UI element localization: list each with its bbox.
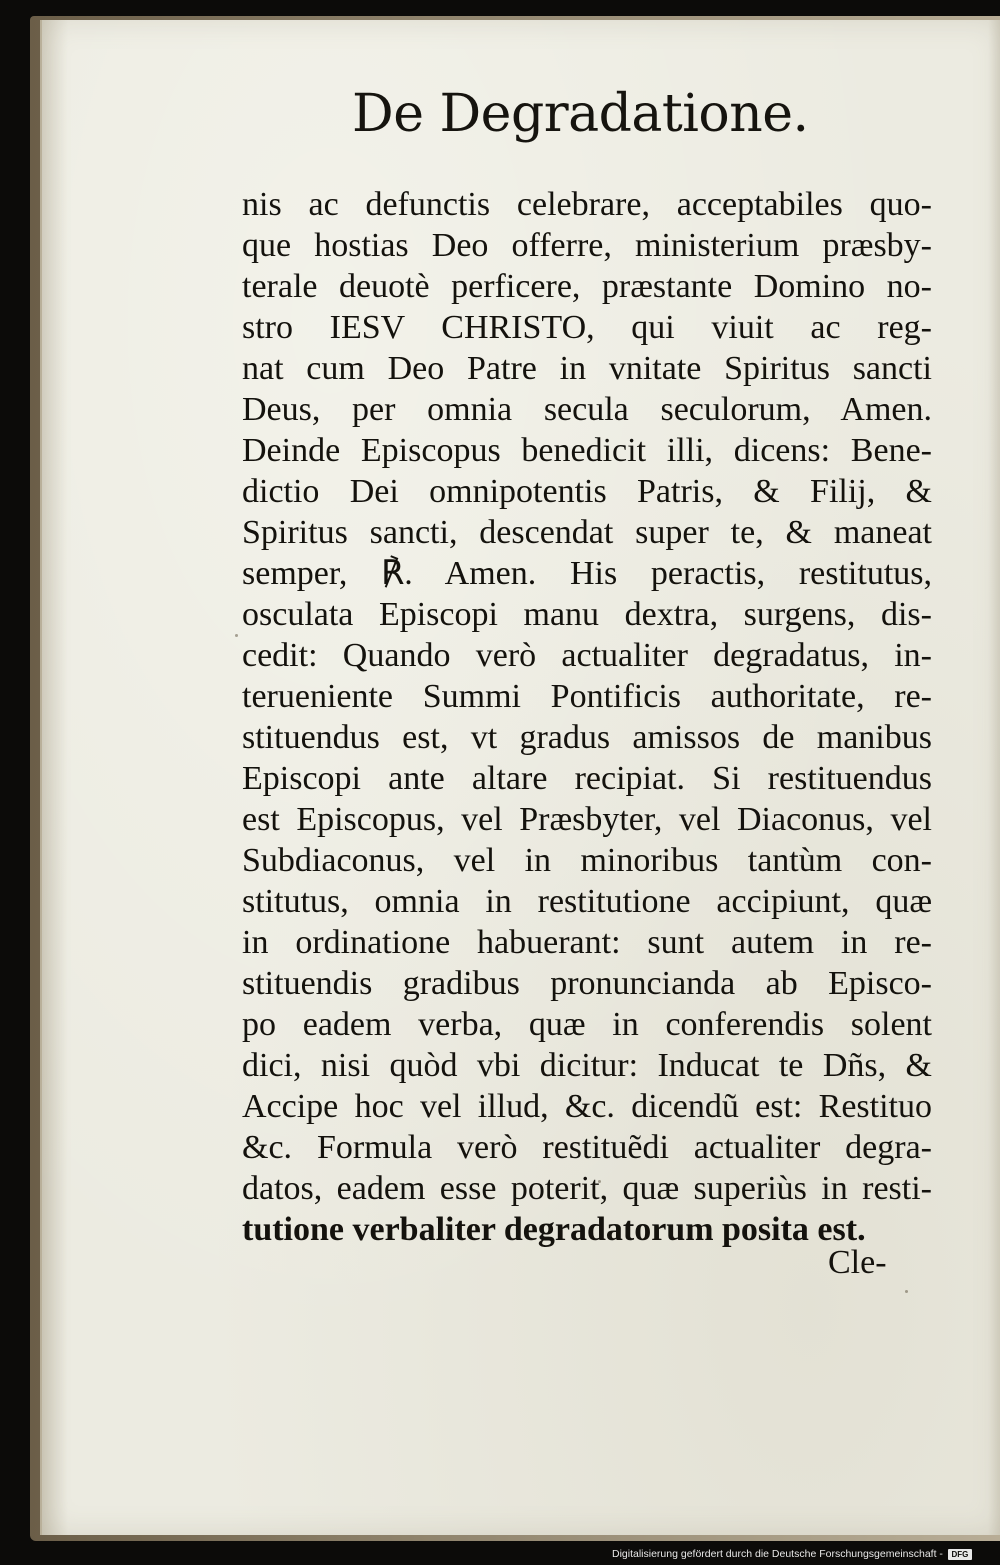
text-line: dictio Dei omnipotentis Patris, & Filij, &	[242, 473, 932, 510]
text-line: stituendis gradibus pronuncianda ab Episco-	[242, 965, 932, 1002]
text-line: Deinde Episcopus benedicit illi, dicens: Bene-	[242, 432, 932, 469]
text-line: Subdiaconus, vel in minoribus tantùm con-	[242, 842, 932, 879]
text-line: datos, eadem esse poterit, quæ superiùs in resti-	[242, 1170, 932, 1207]
text-line: dici, nisi quòd vbi dicitur: Inducat te Dñs, &	[242, 1047, 932, 1084]
text-line: stituendus est, vt gradus amissos de manibus	[242, 719, 932, 756]
paper-speck	[905, 1290, 908, 1293]
digitization-credit	[612, 1545, 972, 1563]
text-line: stro IESV CHRISTO, qui viuit ac reg-	[242, 309, 932, 346]
text-line: tutione verbaliter degradatorum posita est.	[242, 1211, 866, 1248]
text-line: terueniente Summi Pontificis authoritate, re-	[242, 678, 932, 715]
text-line: est Episcopus, vel Præsbyter, vel Diaconus, vel	[242, 801, 932, 838]
body-text	[242, 184, 932, 1250]
text-line: cedit: Quando verò actualiter degradatus, in-	[242, 637, 932, 674]
text-line: po eadem verba, quæ in conferendis solent	[242, 1006, 932, 1043]
text-line: Episcopi ante altare recipiat. Si restituendus	[242, 760, 932, 797]
running-head: De Degradatione.	[352, 84, 809, 144]
text-line: nis ac defunctis celebrare, acceptabiles quo-	[242, 186, 932, 223]
catchword: Cle-	[828, 1244, 887, 1281]
text-line: que hostias Deo offerre, ministerium præsby-	[242, 227, 932, 264]
text-line: terale deuotè perficere, præstante Domino no-	[242, 268, 932, 305]
text-line: osculata Episcopi manu dextra, surgens, dis-	[242, 596, 932, 633]
text-line: &c. Formula verò restituẽdi actualiter degra-	[242, 1129, 932, 1166]
text-line: Spiritus sancti, descendat super te, & maneat	[242, 514, 932, 551]
text-line: in ordinatione habuerant: sunt autem in re-	[242, 924, 932, 961]
text-line: nat cum Deo Patre in vnitate Spiritus sancti	[242, 350, 932, 387]
paper-speck	[235, 634, 238, 637]
dfg-logo: DFG	[948, 1549, 972, 1560]
credit-text: Digitalisierung gefördert durch die Deutsche Forschungsgemeinschaft -	[612, 1548, 943, 1560]
text-line: semper, ℟. Amen. His peractis, restitutus,	[242, 555, 932, 592]
text-line: Deus, per omnia secula seculorum, Amen.	[242, 391, 932, 428]
text-line: Accipe hoc vel illud, &c. dicendũ est: Restituo	[242, 1088, 932, 1125]
text-line: stitutus, omnia in restitutione accipiunt, quæ	[242, 883, 932, 920]
